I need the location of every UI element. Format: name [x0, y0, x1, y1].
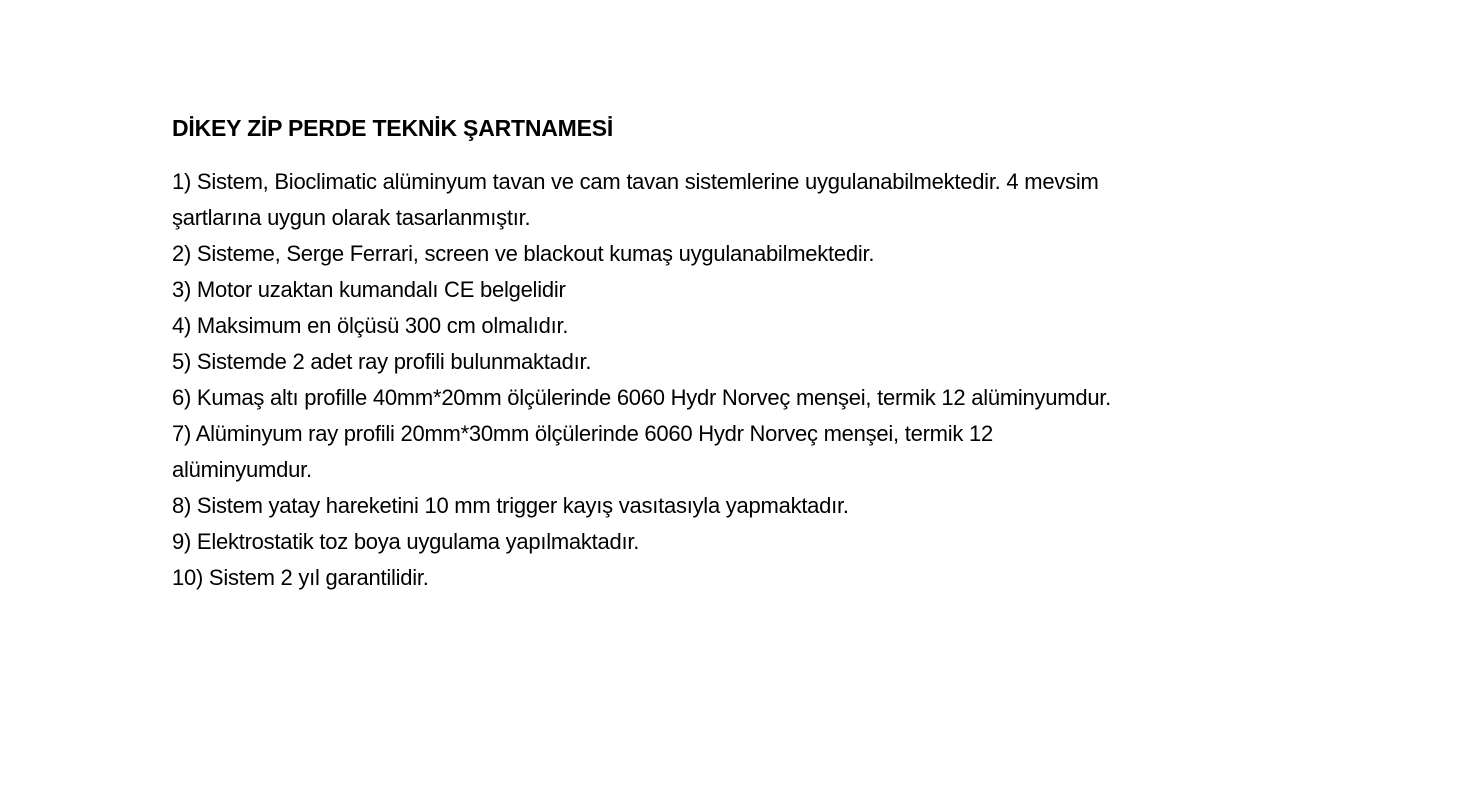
document-content	[172, 112, 1302, 596]
spec-item-6: 6) Kumaş altı profille 40mm*20mm ölçülerinde 6060 Hydr Norveç menşei, termik 12 alüminyumdur.	[172, 385, 1112, 410]
spec-item-10: 10) Sistem 2 yıl garantilidir.	[172, 565, 429, 590]
spec-item-8: 8) Sistem yatay hareketini 10 mm trigger kayış vasıtasıyla yapmaktadır.	[172, 493, 849, 518]
spec-list	[172, 164, 1302, 596]
spec-item-1: 1) Sistem, Bioclimatic alüminyum tavan ve cam tavan sistemlerine uygulanabilmektedir. 4 mevsim şartlarına uygun olarak tasarlanmıştır.	[172, 169, 1099, 230]
spec-item-7: 7) Alüminyum ray profili 20mm*30mm ölçülerinde 6060 Hydr Norveç menşei, termik 12 alüminyumdur.	[172, 421, 993, 482]
spec-item-3: 3) Motor uzaktan kumandalı CE belgelidir	[172, 277, 566, 302]
spec-item-4: 4) Maksimum en ölçüsü 300 cm olmalıdır.	[172, 313, 569, 338]
document-title: DİKEY ZİP PERDE TEKNİK ŞARTNAMESİ	[172, 115, 614, 141]
spec-item-9: 9) Elektrostatik toz boya uygulama yapılmaktadır.	[172, 529, 640, 554]
spec-item-2: 2) Sisteme, Serge Ferrari, screen ve blackout kumaş uygulanabilmektedir.	[172, 241, 875, 266]
spec-item-5: 5) Sistemde 2 adet ray profili bulunmaktadır.	[172, 349, 592, 374]
